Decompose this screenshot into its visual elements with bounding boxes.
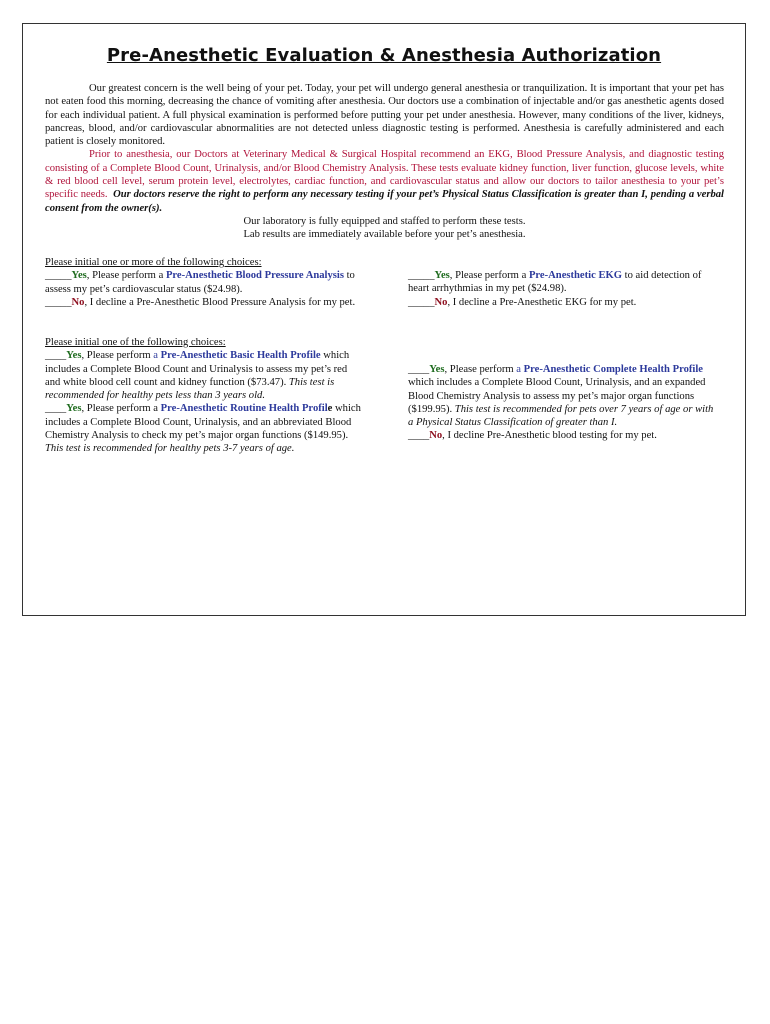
initial-blank[interactable]: ____ xyxy=(45,403,67,415)
initial-blank[interactable]: _____ xyxy=(408,296,435,308)
initial-blank[interactable]: _____ xyxy=(45,270,72,282)
section1-right xyxy=(408,269,720,309)
routine-profile-option[interactable]: ____Yes, Please perform a Pre-Anesthetic Routine Health Profile which includes a Complete Blood Count, Urinalysis, and an abbreviated Blood Chemistry Analysis to check my pet’s major organ functions ($149.95). This test is recommended for healthy pets 3-7 years of age. xyxy=(45,403,361,455)
ekg-no-option[interactable]: _____No, I decline a Pre-Anesthetic EKG for my pet. xyxy=(408,296,637,308)
bp-yes-option[interactable]: _____Yes, Please perform a Pre-Anesthetic Blood Pressure Analysis to assess my pet’s cardiovascular status ($24.98). xyxy=(45,270,355,295)
section1-left xyxy=(45,256,365,309)
document-frame xyxy=(22,23,746,616)
section2-heading: Please initial one of the following choices: xyxy=(45,337,226,348)
basic-profile-option[interactable]: ____Yes, Please perform a Pre-Anesthetic Basic Health Profile which includes a Complete Blood Count and Urinalysis to assess my pet’s red and white blood cell count and kidney function ($73.47). This test is recommended for healthy pets less than 3 years old. xyxy=(45,350,350,402)
section2-left xyxy=(45,336,365,456)
routine-profile-note: This test is recommended for healthy pets 3-7 years of age. xyxy=(45,443,295,455)
complete-profile-option[interactable]: ____Yes, Please perform a Pre-Anesthetic Complete Health Profile which includes a Complete Blood Count, Urinalysis, and an expanded Blood Chemistry Analysis to assess my pet’s major organ functions ($199.95). This test is recommended for pets over 7 years of age or with a Physical Status Classification of greater than I. xyxy=(408,364,714,429)
basic-profile-name: Pre-Anesthetic Basic Health Profile xyxy=(160,350,321,362)
intro-text xyxy=(45,82,724,242)
initial-blank[interactable]: ____ xyxy=(408,430,430,442)
initial-blank[interactable]: ____ xyxy=(408,364,430,375)
recommendation-paragraph xyxy=(45,148,724,214)
lab-line-2: Lab results are immediately available before your pet’s anesthesia. xyxy=(243,229,526,241)
initial-blank[interactable]: ____ xyxy=(45,350,67,362)
initial-blank[interactable]: _____ xyxy=(408,270,435,281)
recommendation-text: Prior to anesthesia, our Doctors at Veterinary Medical & Surgical Hospital recommend an EKG, Blood Pressure Analysis, and diagnostic testing consisting of a Complete Blood Count, Urinalysis, and/or Blood Chemistry Analysis. These tests evaluate kidney function, liver function, glucose levels, white & red blood cell level, serum protein level, electrolytes, cardiac function, and cardiovascular status and allow our doctors to tailor anesthesia to your pet’s specific needs. xyxy=(45,149,724,201)
ekg-yes-option[interactable]: _____Yes, Please perform a Pre-Anesthetic EKG to aid detection of heart arrhythmias in my pet ($24.98). xyxy=(408,270,702,295)
intro-paragraph: Our greatest concern is the well being of your pet. Today, your pet will undergo general anesthesia or tranquilization. It is important that your pet has not eaten food this morning, decreasing the chance of vomiting after anesthesia. Our doctors use a combination of injectable and/or gas anesthetic agents dosed for each individual patient. A full physical examination is performed before putting your pet under anesthesia. However, many conditions of the liver, kidneys, pancreas, blood, and/or cardiovascular abnormalities are not detected unless diagnostic testing is performed. Anesthesia is carefully administered and each patient is closely monitored. xyxy=(45,83,724,148)
bp-product-name: Pre-Anesthetic Blood Pressure Analysis xyxy=(165,270,344,282)
lab-line-1: Our laboratory is fully equipped and staffed to perform these tests. xyxy=(243,215,526,227)
basic-profile-note: This test is recommended for healthy pets less than 3 years old. xyxy=(45,376,335,402)
page-title: Pre-Anesthetic Evaluation & Anesthesia Authorization xyxy=(106,45,662,66)
reserve-right-text: Our doctors reserve the right to perform any necessary testing if your pet’s Physical Status Classification is greater than I, pending a verbal consent from the owner(s). xyxy=(45,189,724,214)
bp-no-option[interactable]: _____No, I decline a Pre-Anesthetic Blood Pressure Analysis for my pet. xyxy=(45,296,356,308)
routine-profile-name: Pre-Anesthetic Routine Health Profil xyxy=(160,403,328,415)
complete-profile-note: This test is recommended for pets over 7 years of age or with a Physical Status Classification of greater than I. xyxy=(408,403,714,429)
ekg-product-name: Pre-Anesthetic EKG xyxy=(528,270,623,281)
section2-right xyxy=(408,363,720,443)
complete-profile-name: Pre-Anesthetic Complete Health Profile xyxy=(523,364,703,375)
section1-heading: Please initial one or more of the following choices: xyxy=(45,257,262,268)
initial-blank[interactable]: _____ xyxy=(45,296,72,308)
decline-blood-testing-option[interactable]: ____No, I decline Pre-Anesthetic blood testing for my pet. xyxy=(408,430,657,442)
